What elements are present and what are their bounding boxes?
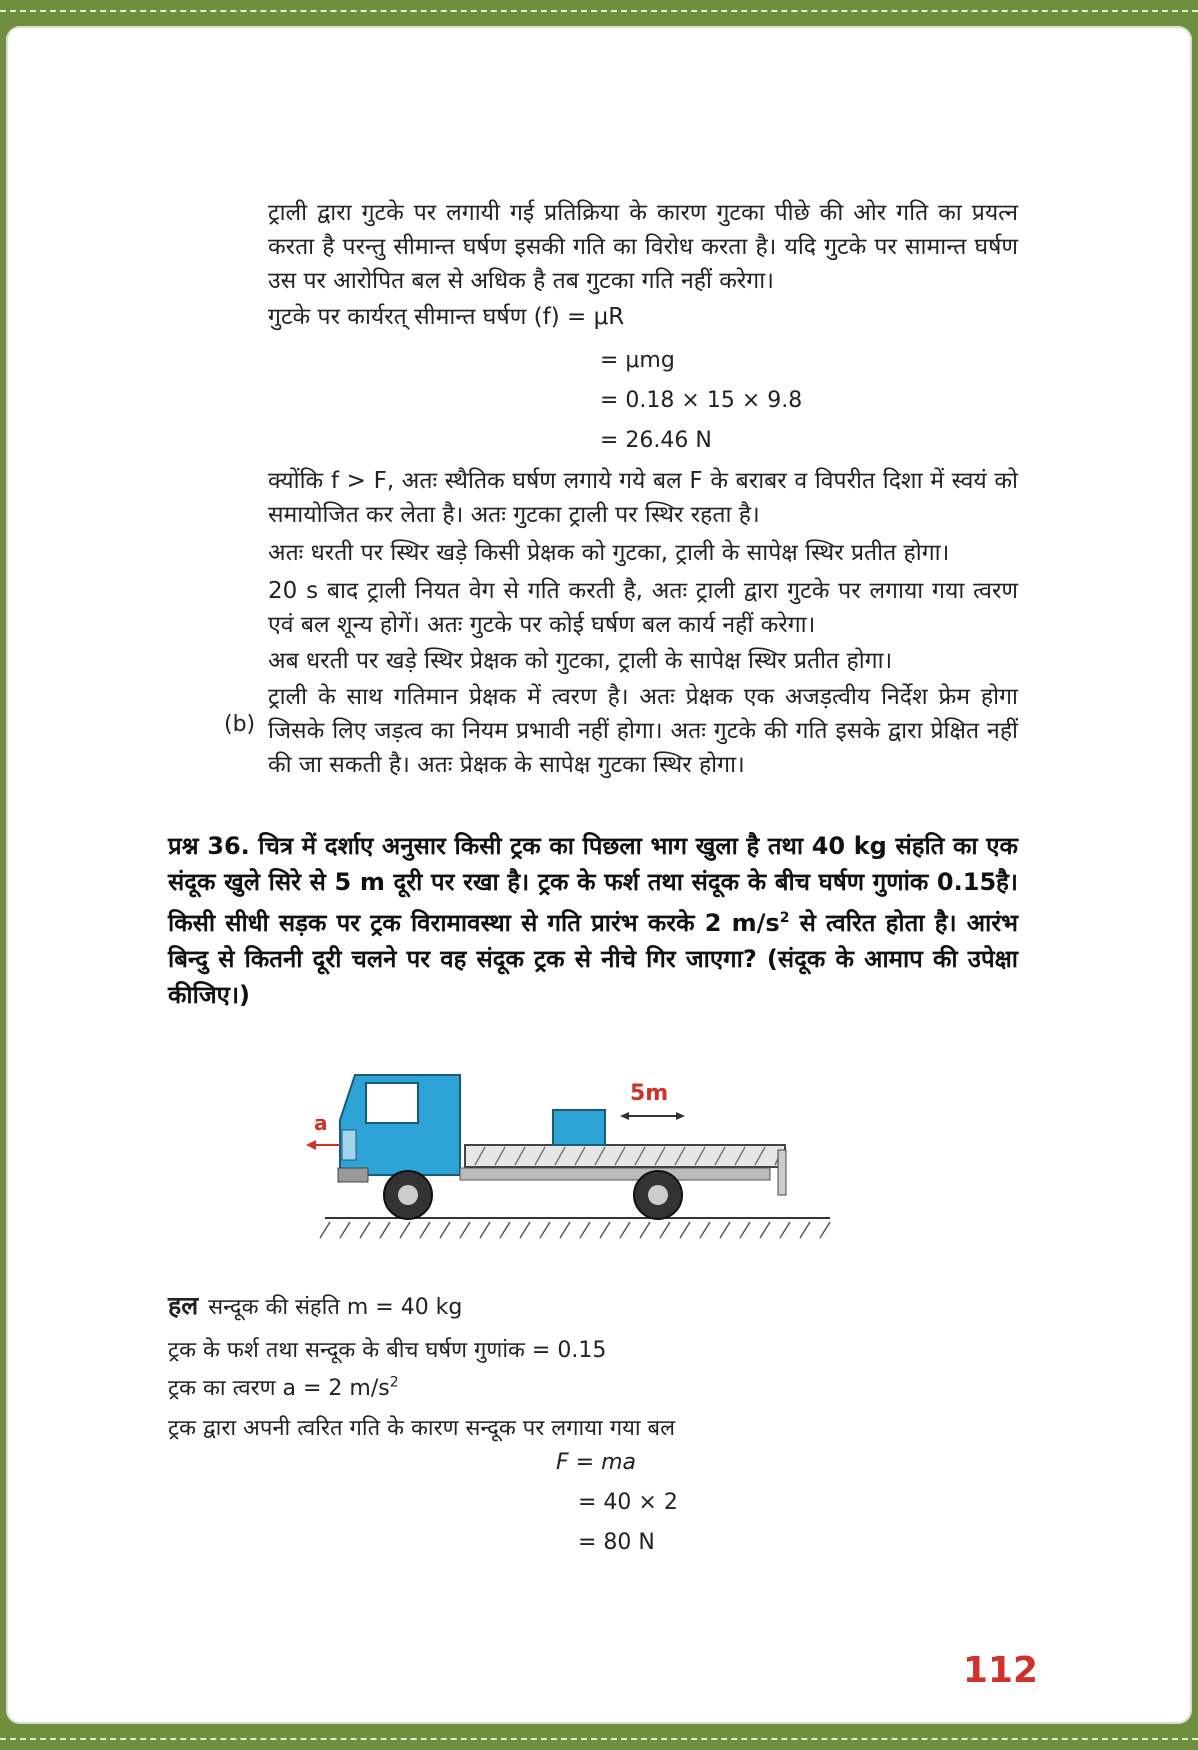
equation-2: = 0.18 × 15 × 9.8	[600, 388, 803, 413]
page-number: 112	[962, 1650, 1038, 1691]
truck-chassis	[460, 1168, 770, 1180]
question-label: प्रश्न 36.	[168, 832, 250, 860]
rear-hub	[648, 1185, 668, 1205]
question-sup: 2	[779, 910, 790, 926]
acceleration-arrowhead	[306, 1140, 316, 1150]
text-block-top	[268, 196, 1018, 334]
solution-line-2: ट्रक के फर्श तथा सन्दूक के बीच घर्षण गुणांक = 0.15	[168, 1338, 607, 1363]
paragraph-6: अब धरती पर खड़े स्थिर प्रेक्षक को गुटका, ट्राली के सापेक्ष स्थिर प्रतीत होगा।	[268, 648, 893, 674]
top-dashed-line	[0, 10, 1198, 12]
front-hub	[398, 1185, 418, 1205]
label-b: (b)	[224, 712, 256, 737]
truck-grille	[342, 1130, 356, 1160]
ground-hatching	[320, 1222, 830, 1238]
solution-eq-3: = 80 N	[578, 1530, 655, 1555]
solution-eq-1: F = ma	[556, 1450, 636, 1475]
solution-acceleration: ट्रक का त्वरण a = 2 m/s	[168, 1376, 390, 1401]
question-text: चित्र में दर्शाए अनुसार किसी ट्रक का पिछला भाग खुला है तथा 40 kg संहति का एक संदूक खुले सिरे से 5 m दूरी पर रखा है। ट्रक के फर्श तथा संदूक के बीच घर्षण गुणांक 0.15है। किसी सीधी सड़क पर ट्रक विरामावस्था से गति प्रारंभ करके 2 m/s	[168, 832, 1018, 937]
solution-mass: सन्दूक की संहति m = 40 kg	[208, 1295, 463, 1320]
label-a: a	[314, 1111, 328, 1135]
solution-eq-2: = 40 × 2	[578, 1490, 678, 1515]
text-block-middle	[268, 464, 1018, 782]
solution-line-1	[168, 1288, 462, 1322]
equation-1: = μmg	[600, 348, 675, 373]
truck-bumper	[338, 1168, 368, 1182]
crate	[553, 1110, 605, 1145]
paragraph-4: अतः धरती पर स्थिर खड़े किसी प्रेक्षक को गुटका, ट्राली के सापेक्ष स्थिर प्रतीत होगा।	[268, 540, 950, 566]
question-text-end: से त्वरित होता है। आरंभ बिन्दु से कितनी दूरी चलने पर वह संदूक ट्रक से नीचे गिर जाएगा? (संदूक के आमाप की उपेक्षा कीजिए।)	[168, 909, 1018, 1009]
solution-label: हल	[168, 1291, 199, 1320]
solution-line-3	[168, 1372, 399, 1402]
solution-acceleration-sup: 2	[389, 1374, 399, 1391]
bottom-dashed-line	[0, 1738, 1198, 1740]
paragraph-2: गुटके पर कार्यरत् सीमान्त घर्षण (f) = μR	[268, 304, 625, 330]
label-5m: 5m	[630, 1081, 669, 1106]
question-block	[168, 828, 1018, 1013]
equation-3: = 26.46 N	[600, 428, 712, 453]
truck-window	[366, 1083, 418, 1123]
distance-arrowhead-right	[676, 1112, 685, 1120]
distance-arrowhead-left	[620, 1112, 629, 1120]
rear-post	[778, 1150, 786, 1195]
paragraph-3: क्योंकि f > F, अतः स्थैतिक घर्षण लगाये गये बल F के बराबर व विपरीत दिशा में स्वयं को समायोजित कर लेता है। अतः गुटका ट्राली पर स्थिर रहता है।	[268, 468, 1018, 528]
paragraph-5: 20 s बाद ट्राली नियत वेग से गति करती है, अतः ट्राली द्वारा गुटके पर लगाया गया त्वरण एवं बल शून्य होगें। अतः गुटके पर कोई घर्षण बल कार्य नहीं करेगा।	[268, 578, 1018, 638]
truck-figure	[300, 1050, 850, 1250]
solution-line-4: ट्रक द्वारा अपनी त्वरित गति के कारण सन्दूक पर लगाया गया बल	[168, 1416, 676, 1441]
paragraph-1: ट्राली द्वारा गुटके पर लगायी गई प्रतिक्रिया के कारण गुटका पीछे की ओर गति का प्रयत्न करता है परन्तु सीमान्त घर्षण इसकी गति का विरोध करता है। यदि गुटके पर सामान्त घर्षण उस पर आरोपित बल से अधिक है तब गुटका गति नहीं करेगा।	[268, 200, 1018, 294]
paragraph-7: ट्राली के साथ गतिमान प्रेक्षक में त्वरण है। अतः प्रेक्षक एक अजड़त्वीय निर्देश फ्रेम होगा जिसके लिए जड़त्व का नियम प्रभावी नहीं होगा। अतः गुटके की गति इसके द्वारा प्रेक्षित नहीं की जा सकती है। अतः प्रेक्षक के सापेक्ष गुटका स्थिर होगा।	[268, 684, 1018, 778]
